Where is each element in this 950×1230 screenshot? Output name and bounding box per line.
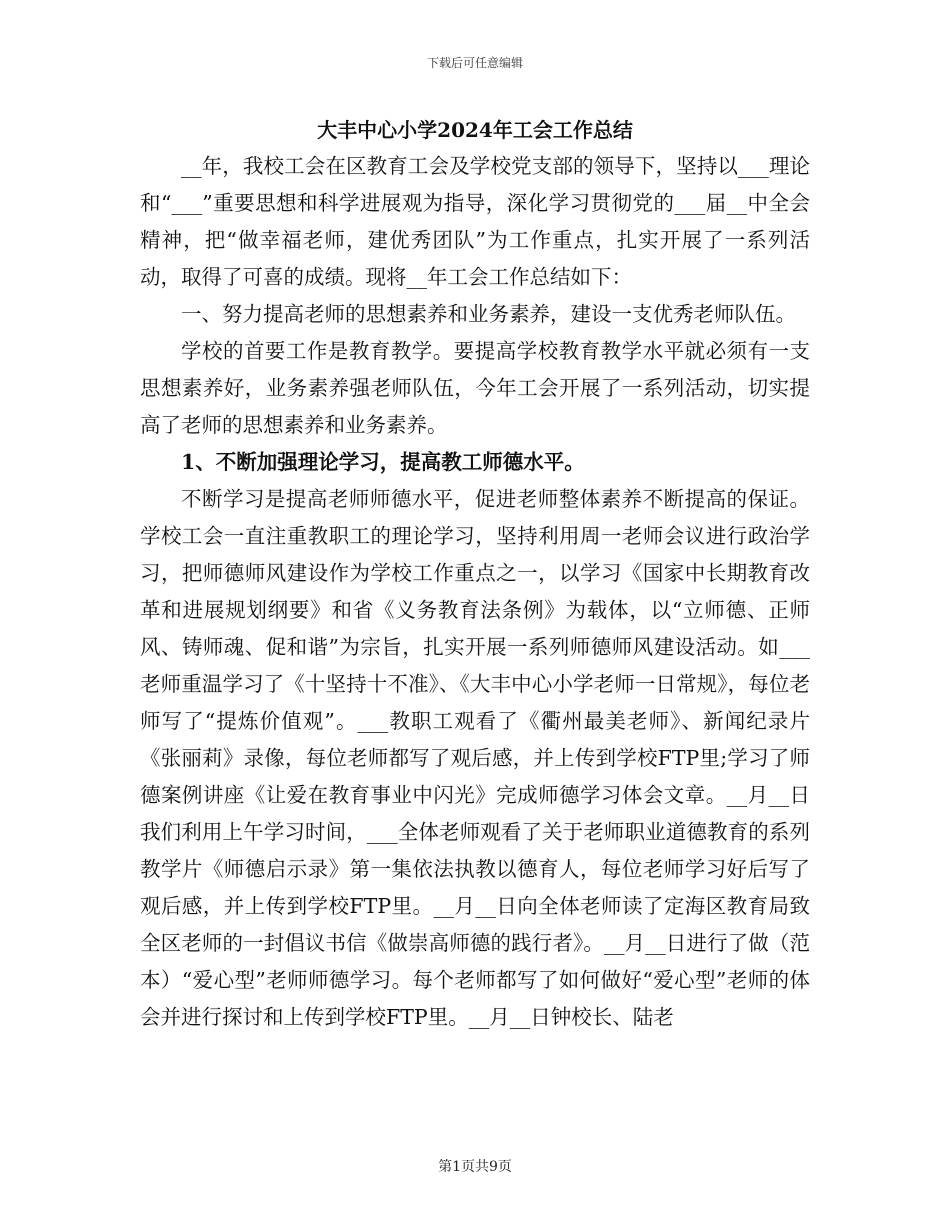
paragraph-intro: __年，我校工会在区教育工会及学校党支部的领导下，坚持以___理论和“___”重要思想和科学进展观为指导，深化学习贯彻党的___届__中全会精神，把“做幸福老师，建优秀团队”为工作重点，扎实开展了一系列活动，取得了可喜的成绩。现将__年工会工作总结如下： (140, 154, 810, 289)
page-number: 第1页共9页 (438, 1159, 512, 1175)
paragraph-section-1: 学校的首要工作是教育教学。要提高学校教育教学水平就必须有一支思想素养好，业务素养强老师队伍，今年工会开展了一系列活动，切实提高了老师的思想素养和业务素养。 (140, 339, 810, 437)
page-header-note: 下载后可任意编辑 (426, 56, 523, 70)
document-title: 大丰中心小学2024年工会工作总结 (317, 118, 633, 142)
subsection-heading-1: 1、不断加强理论学习，提高教工师德水平。 (181, 450, 585, 474)
section-heading-1: 一、努力提高老师的思想素养和业务素养，建设一支优秀老师队伍。 (181, 302, 796, 326)
document-body (140, 148, 810, 1036)
paragraph-subsection-1: 不断学习是提高老师师德水平，促进老师整体素养不断提高的保证。学校工会一直注重教职工的理论学习，坚持利用周一老师会议进行政治学习，把师德师风建设作为学校工作重点之一，以学习《国家中长期教育改革和进展规划纲要》和省《义务教育法条例》为载体，以“立师德、正师风、铸师魂、促和谐”为宗旨，扎实开展一系列师德师风建设活动。如___老师重温学习了《十坚持十不准》、《大丰中心小学老师一日常规》，每位老师写了“提炼价值观”。___教职工观看了《衢州最美老师》、新闻纪录片《张丽莉》录像，每位老师都写了观后感，并上传到学校FTP里;学习了师德案例讲座《让爱在教育事业中闪光》完成师德学习体会文章。__月__日我们利用上午学习时间，___全体老师观看了关于老师职业道德教育的系列教学片《师德启示录》第一集依法执教以德育人，每位老师学习好后写了观后感，并上传到学校FTP里。__月__日向全体老师读了定海区教育局致全区老师的一封倡议书信《做崇高师德的践行者》。__月__日进行了做（范本）“爱心型”老师师德学习。每个老师都写了如何做好“爱心型”老师的体会并进行探讨和上传到学校FTP里。__月__日钟校长、陆老 (140, 487, 810, 1029)
